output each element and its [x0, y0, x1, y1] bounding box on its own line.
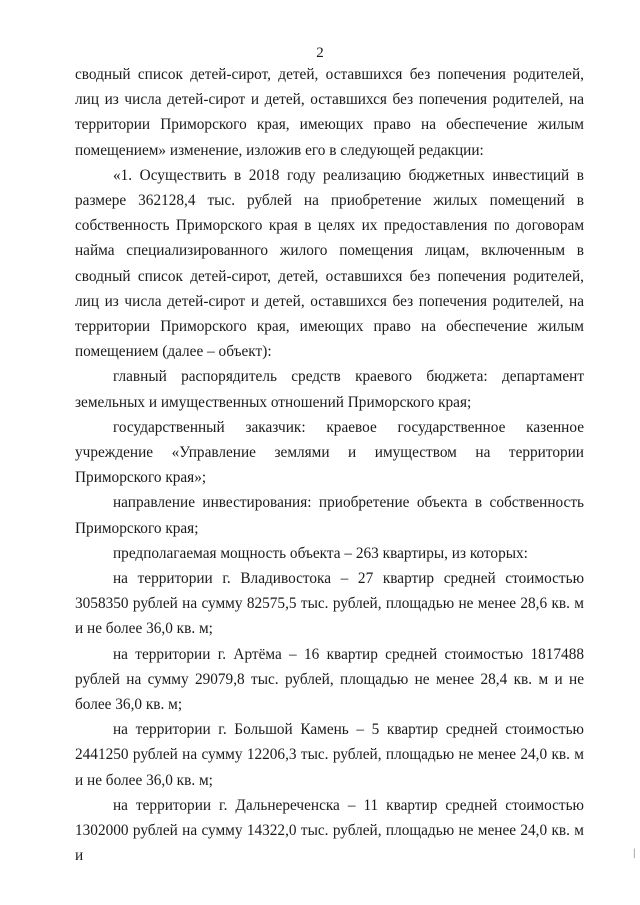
paragraph-artem: на территории г. Артёма – 16 квартир средней стоимостью 1817488 рублей на сумму 29079,8 тыс. рублей, площадью не менее 28,4 кв. м и не более 36,0 кв. м; [75, 645, 584, 714]
paragraph-bolshoy-kamen: на территории г. Большой Камень – 5 квартир средней стоимостью 2441250 рублей на сумму 12206,3 тыс. рублей, площадью не менее 24,0 кв. м и не более 36,0 кв. м; [75, 721, 584, 789]
scan-edge-mark: | [632, 848, 636, 859]
paragraph-investment-direction: направление инвестирования: приобретение объекта в собственность Приморского края; [75, 494, 584, 537]
paragraph-intro-continuation: сводный список детей-сирот, детей, оставшихся без попечения родителей, лиц из числа детей-сирот и детей, оставшихся без попечения родителей, на территории Приморского края, имеющих право на обеспечение жилым помещением» изменение, изложив его в следующей редакции: [75, 66, 584, 159]
paragraph-vladivostok: на территории г. Владивостока – 27 квартир средней стоимостью 3058350 рублей на сумму 82575,5 тыс. рублей, площадью не менее 28,6 кв. м и не более 36,0 кв. м; [75, 570, 584, 638]
paragraph-state-customer: государственный заказчик: краевое государственное казенное учреждение «Управление землями и имуществом на территории Приморского края»; [75, 418, 584, 487]
page-number: 2 [316, 45, 324, 61]
paragraph-capacity: предполагаемая мощность объекта – 263 квартиры, из которых: [113, 544, 528, 562]
paragraph-item-1: «1. Осуществить в 2018 году реализацию бюджетных инвестиций в размере 362128,4 тыс. рублей на приобретение жилых помещений в собственность Приморского края в целях их предоставления по договорам найма специализированного жилого помещения лицам, включенным в сводный список детей-сирот, детей, оставшихся без попечения родителей, лиц из числа детей-сирот и детей, оставшихся без попечения родителей, на территории Приморского края, имеющих право на обеспечение жилым помещением (далее – объект): [75, 166, 584, 361]
document-body [75, 62, 584, 869]
paragraph-chief-administrator: главный распорядитель средств краевого бюджета: департамент земельных и имущественных отношений Приморского края; [75, 368, 584, 411]
paragraph-dalnerechensk: на территории г. Дальнереченска – 11 квартир средней стоимостью 1302000 рублей на сумму 14322,0 тыс. рублей, площадью не менее 24,0 кв. м и [75, 796, 584, 865]
